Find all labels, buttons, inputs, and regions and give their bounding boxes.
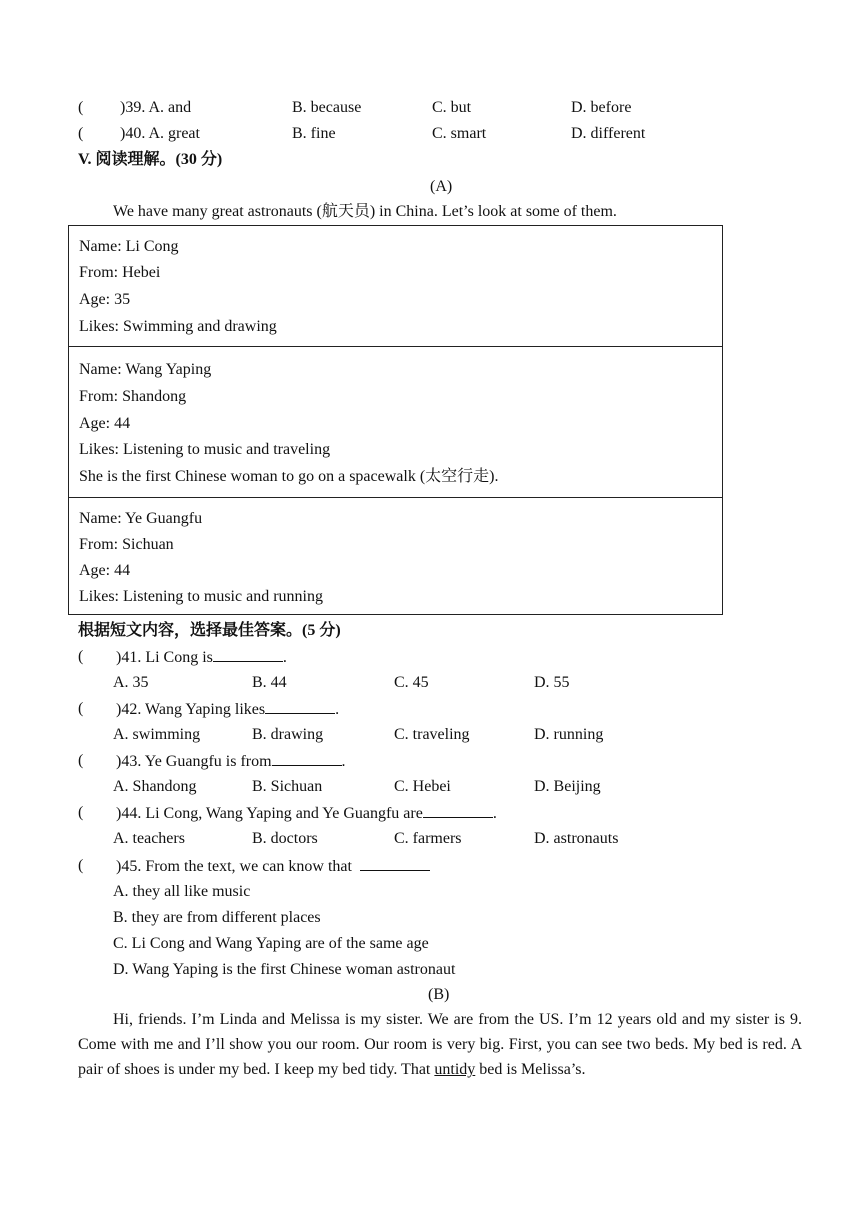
question-stem: )44. Li Cong, Wang Yaping and Ye Guangfu are [116, 805, 423, 822]
option-a: )39. A. and [120, 99, 192, 116]
option-b: B. because [292, 99, 362, 116]
option-a: A. swimming [113, 726, 201, 743]
card-age: Age: 44 [79, 415, 131, 432]
answer-paren: ( [78, 125, 84, 142]
stem-end: . [282, 649, 287, 666]
option-a: A. they all like music [113, 883, 251, 900]
card-likes: Likes: Swimming and drawing [79, 318, 277, 335]
card-name: Name: Li Cong [79, 238, 179, 255]
option-c: C. smart [432, 125, 487, 142]
option-d: D. Wang Yaping is the first Chinese woman astronaut [113, 961, 456, 978]
instruction: 根据短文内容，选择最佳答案。(5 分) [78, 622, 341, 639]
answer-blank[interactable] [423, 803, 493, 818]
option-d: D. running [534, 726, 604, 743]
astronaut-card [69, 497, 722, 615]
option-b: B. fine [292, 125, 336, 142]
option-c: C. traveling [394, 726, 470, 743]
card-age: Age: 44 [79, 562, 131, 579]
answer-paren[interactable]: ( [78, 700, 84, 717]
stem-end: . [492, 805, 497, 822]
answer-blank[interactable] [265, 699, 335, 714]
answer-paren[interactable]: ( [78, 752, 84, 769]
option-c: C. 45 [394, 674, 429, 691]
option-c: C. Hebei [394, 778, 451, 795]
option-c: C. farmers [394, 830, 462, 847]
question-stem: )45. From the text, we can know that [116, 858, 352, 875]
option-a: A. teachers [113, 830, 185, 847]
card-likes: Likes: Listening to music and running [79, 588, 323, 605]
option-c: C. Li Cong and Wang Yaping are of the same age [113, 935, 429, 952]
answer-blank[interactable] [360, 856, 430, 871]
astronaut-card [69, 226, 722, 346]
stem-end: . [341, 753, 346, 770]
card-name: Name: Ye Guangfu [79, 510, 203, 527]
option-b: B. they are from different places [113, 909, 321, 926]
part-b-label: (B) [428, 986, 450, 1003]
card-age: Age: 35 [79, 291, 131, 308]
answer-paren[interactable]: ( [78, 648, 84, 665]
option-a: )40. A. great [120, 125, 200, 142]
question-stem: )42. Wang Yaping likes [116, 701, 266, 718]
option-d: D. astronauts [534, 830, 619, 847]
astronaut-table [68, 225, 723, 615]
answer-paren[interactable]: ( [78, 857, 84, 874]
card-from: From: Sichuan [79, 536, 174, 553]
passage-text: Hi, friends. I’m Linda and Melissa is my sister. We are from the US. I’m 12 years old and my sister is 9. Come with me and I’ll show you our room. Our room is very big. First, you can see two beds. My bed is red. A pair of shoes is under my bed. I keep my bed tidy. That [78, 1011, 802, 1078]
option-d: D. different [571, 125, 646, 142]
question-stem: )43. Ye Guangfu is from [116, 753, 272, 770]
card-note: She is the first Chinese woman to go on a spacewalk (太空行走). [79, 468, 499, 485]
section-title: V. 阅读理解。(30 分) [78, 151, 223, 168]
option-d: D. before [571, 99, 632, 116]
answer-paren: ( [78, 99, 84, 116]
card-name: Name: Wang Yaping [79, 361, 212, 378]
part-b-passage [78, 1007, 802, 1082]
option-d: D. Beijing [534, 778, 601, 795]
question-stem: )41. Li Cong is [116, 649, 213, 666]
option-b: B. doctors [252, 830, 318, 847]
passage-text-end: bed is Melissa’s. [475, 1061, 586, 1078]
astronaut-card [69, 346, 722, 497]
answer-blank[interactable] [272, 751, 342, 766]
underlined-word: untidy [434, 1061, 476, 1078]
option-a: A. Shandong [113, 778, 197, 795]
option-c: C. but [432, 99, 472, 116]
part-a-intro: We have many great astronauts (航天员) in China. Let’s look at some of them. [113, 203, 617, 220]
part-a-label: (A) [430, 178, 453, 195]
card-likes: Likes: Listening to music and traveling [79, 441, 331, 458]
card-from: From: Shandong [79, 388, 187, 405]
answer-paren[interactable]: ( [78, 804, 84, 821]
option-b: B. 44 [252, 674, 287, 691]
option-b: B. Sichuan [252, 778, 323, 795]
answer-blank[interactable] [213, 647, 283, 662]
card-from: From: Hebei [79, 264, 161, 281]
stem-end: . [335, 701, 340, 718]
option-b: B. drawing [252, 726, 324, 743]
option-a: A. 35 [113, 674, 149, 691]
option-d: D. 55 [534, 674, 570, 691]
